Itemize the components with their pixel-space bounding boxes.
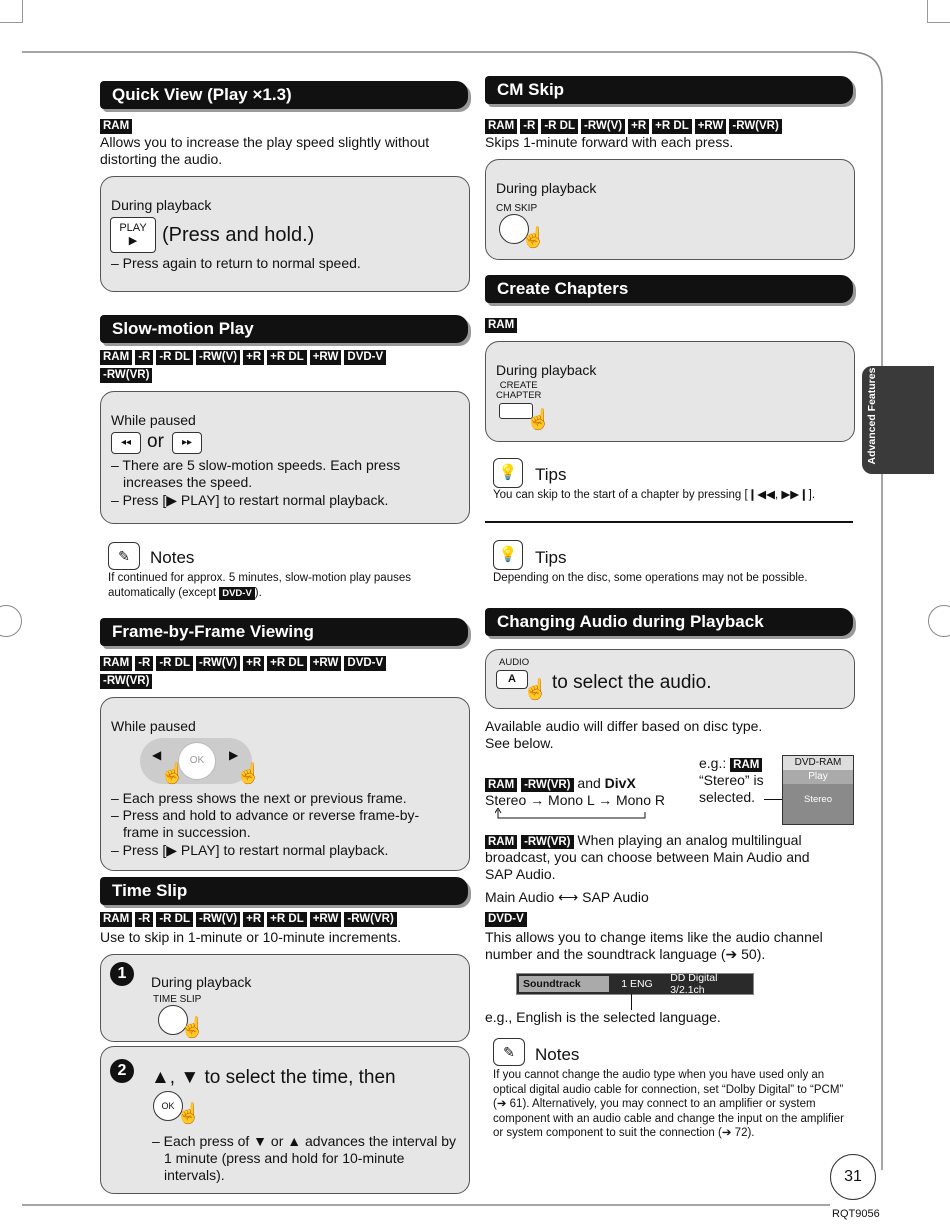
disc-badge: -R xyxy=(520,119,538,134)
disc-badge: RAM xyxy=(100,119,132,134)
disc-badge: -RW(VR) xyxy=(521,778,573,792)
frame-bullet: – Press [▶ PLAY] to restart normal playback. xyxy=(111,842,389,858)
right-arrow-button[interactable]: ▶ xyxy=(229,748,239,762)
and-text: and xyxy=(577,775,601,791)
example-label xyxy=(699,755,762,772)
frame-by-frame-header: Frame-by-Frame Viewing xyxy=(100,618,468,646)
left-arrow-button[interactable]: ◀ xyxy=(152,748,162,762)
time-slip-badges xyxy=(100,912,470,927)
quick-view-box-heading: During playback xyxy=(111,197,212,213)
slow-motion-bullet: – Press [▶ PLAY] to restart normal playback. xyxy=(111,492,389,508)
disc-badge: +R xyxy=(243,656,264,671)
available-audio-text: Available audio will differ based on disc type. xyxy=(485,718,763,734)
disc-badge: -R DL xyxy=(541,119,578,134)
document-code: RQT9056 xyxy=(832,1208,880,1220)
disc-badge: +RW xyxy=(310,912,342,927)
disc-badge: +R DL xyxy=(267,350,307,365)
frame-bullet: – Press and hold to advance or reverse frame-by-frame in succession. xyxy=(111,807,420,840)
slow-reverse-button[interactable]: ◂◂ xyxy=(111,432,141,454)
disc-badge: DVD-V xyxy=(344,350,386,365)
analog-text-body: When playing an analog multilingual broadcast, you can choose between Main Audio and SAP Audio. xyxy=(485,832,810,882)
tips-icon: 💡 xyxy=(493,540,523,570)
english-selected-text: e.g., English is the selected language. xyxy=(485,1009,721,1025)
analog-text xyxy=(485,832,825,883)
hand-icon: ☝ xyxy=(160,763,185,785)
disc-badge: -RW(VR) xyxy=(100,368,152,383)
disc-badge: -RW(V) xyxy=(196,350,240,365)
disc-badge: -R DL xyxy=(156,912,193,927)
time-slip-description: Use to skip in 1-minute or 10-minute increments. xyxy=(100,929,402,945)
soundtrack-value: 1 ENG xyxy=(621,978,653,990)
tips-title: Tips xyxy=(535,548,567,567)
osd-screen xyxy=(782,755,854,825)
slow-motion-bullet: – There are 5 slow-motion speeds. Each press increases the speed. xyxy=(111,457,401,490)
example-prefix: e.g.: xyxy=(699,755,727,771)
disc-badge: -RW(VR) xyxy=(100,674,152,689)
create-chapter-key-label-line2: CHAPTER xyxy=(496,390,542,401)
example-note-line1: “Stereo” is xyxy=(699,772,764,788)
notes-icon: ✎ xyxy=(493,1038,525,1066)
notes-text: If you cannot change the audio type when you have used only an optical digital audio cable for connection, set “Dolby Digital” to “PCM” (➔ 61). Alternatively, you may connect to an amplifier or system component with an audio cable and change the input on the amplifier or system component to suit the connection (➔ 72). xyxy=(493,1069,844,1140)
notes-text-body: If continued for approx. 5 minutes, slow-motion play pauses automatically (except xyxy=(108,572,411,599)
cm-skip-header: CM Skip xyxy=(485,76,853,104)
ram-divx-line xyxy=(485,775,636,792)
disc-badge: +R DL xyxy=(267,656,307,671)
disc-badge: -R DL xyxy=(156,350,193,365)
hand-icon: ☝ xyxy=(526,409,551,431)
create-chapters-header: Create Chapters xyxy=(485,275,853,303)
see-below-text: See below. xyxy=(485,735,554,751)
audio-button[interactable]: A xyxy=(496,670,528,689)
side-tab-label: Advanced Features xyxy=(866,367,878,465)
pointer-line xyxy=(631,994,632,1010)
main-sap-text: Main Audio ⟷ SAP Audio xyxy=(485,889,649,905)
soundtrack-label: Soundtrack xyxy=(519,976,609,992)
page-number: 31 xyxy=(830,1154,876,1200)
time-slip-header: Time Slip xyxy=(100,877,468,905)
disc-badge: RAM xyxy=(100,350,132,365)
disc-badge: -R xyxy=(135,912,153,927)
hand-icon: ☝ xyxy=(236,763,261,785)
osd-screen-play: Play xyxy=(783,770,853,784)
disc-badge: -RW(VR) xyxy=(521,835,573,849)
audio-key-label: AUDIO xyxy=(499,657,530,668)
quick-view-header: Quick View (Play ×1.3) xyxy=(100,81,468,109)
notes-title: Notes xyxy=(535,1045,580,1064)
frame-by-frame-box-heading: While paused xyxy=(111,718,196,734)
disc-badge: RAM xyxy=(485,318,517,333)
disc-badge: +RW xyxy=(695,119,727,134)
disc-badge: -RW(VR) xyxy=(729,119,781,134)
osd-screen-title: DVD-RAM xyxy=(783,756,853,770)
hand-icon: ☝ xyxy=(180,1017,205,1039)
osd-screen-stereo: Stereo xyxy=(804,794,832,805)
dvdv-text: This allows you to change items like the audio channel number and the soundtrack language (➔ 50). xyxy=(485,929,823,962)
cm-skip-badges xyxy=(485,119,865,134)
disc-badge: +RW xyxy=(310,350,342,365)
cycle-return-arrow xyxy=(495,808,655,822)
soundtrack-format: DD Digital 3/2.1ch xyxy=(670,972,718,996)
slow-motion-badges xyxy=(100,350,400,383)
step-number: 2 xyxy=(110,1059,134,1083)
notes-icon: ✎ xyxy=(108,542,140,570)
create-chapter-key-label xyxy=(496,381,541,401)
hand-icon: ☝ xyxy=(523,679,548,701)
hand-icon: ☝ xyxy=(521,227,546,249)
tips-text: You can skip to the start of a chapter by pressing [❙◀◀, ▶▶❙]. xyxy=(493,489,816,501)
quick-view-note: – Press again to return to normal speed. xyxy=(111,255,361,271)
disc-badge: +R DL xyxy=(652,119,692,134)
ok-button[interactable]: OK xyxy=(153,1091,183,1121)
disc-badge: +R DL xyxy=(267,912,307,927)
disc-badge: -R DL xyxy=(156,656,193,671)
disc-badge: RAM xyxy=(100,912,132,927)
quick-view-description: Allows you to increase the play speed slightly without distorting the audio. xyxy=(100,134,430,167)
audio-cycle-text: Stereo → Mono L → Mono R xyxy=(485,792,666,808)
example-note-line2: selected. xyxy=(699,789,756,805)
disc-badge: RAM xyxy=(485,835,517,849)
create-chapter-key-label-line1: CREATE xyxy=(499,380,538,391)
slow-motion-header: Slow-motion Play xyxy=(100,315,468,343)
slow-forward-button[interactable]: ▸▸ xyxy=(172,432,202,454)
cm-skip-box-heading: During playback xyxy=(496,180,597,196)
or-text: or xyxy=(147,431,164,452)
divider xyxy=(485,521,853,523)
notes-text xyxy=(108,571,438,601)
disc-badge: -R xyxy=(135,656,153,671)
slow-motion-box-heading: While paused xyxy=(111,412,196,428)
time-slip-step2-text: ▲, ▼ to select the time, then xyxy=(151,1067,396,1088)
play-button[interactable] xyxy=(110,217,156,253)
frame-bullet: – Each press shows the next or previous frame. xyxy=(111,790,407,806)
disc-badge: RAM xyxy=(730,758,762,772)
tips-title: Tips xyxy=(535,465,567,484)
disc-badge: +R xyxy=(243,350,264,365)
create-chapters-badges xyxy=(485,318,517,333)
divx-text: DivX xyxy=(604,775,636,791)
tips-text: Depending on the disc, some operations may not be possible. xyxy=(493,572,808,584)
disc-badge: DVD-V xyxy=(219,587,255,600)
cm-skip-description: Skips 1-minute forward with each press. xyxy=(485,134,734,150)
play-button-label: PLAY xyxy=(119,222,147,234)
disc-badge: +R xyxy=(628,119,649,134)
time-slip-step1-heading: During playback xyxy=(151,974,252,990)
disc-badge: RAM xyxy=(485,119,517,134)
disc-badge: -R xyxy=(135,350,153,365)
select-audio-text: to select the audio. xyxy=(552,672,712,693)
play-icon: ▶ xyxy=(128,235,138,247)
disc-badge: -RW(V) xyxy=(581,119,625,134)
disc-badge: RAM xyxy=(485,778,517,792)
time-slip-step2-note: – Each press of ▼ or ▲ advances the interval by 1 minute (press and hold for 10-minute intervals). xyxy=(152,1133,456,1183)
hand-icon: ☝ xyxy=(176,1103,201,1125)
disc-badge: -RW(V) xyxy=(196,912,240,927)
disc-badge: -RW(VR) xyxy=(344,912,396,927)
ok-button[interactable]: OK xyxy=(178,742,216,780)
press-and-hold-text: (Press and hold.) xyxy=(162,224,315,246)
quick-view-badges xyxy=(100,119,132,134)
disc-badge: +RW xyxy=(310,656,342,671)
time-slip-key-label: TIME SLIP xyxy=(153,994,202,1005)
tips-icon: 💡 xyxy=(493,458,523,488)
step-number: 1 xyxy=(110,962,134,986)
disc-badge: DVD-V xyxy=(485,912,527,927)
notes-text-tail: ). xyxy=(254,587,262,599)
dvdv-badges xyxy=(485,912,527,927)
frame-by-frame-badges xyxy=(100,656,400,689)
disc-badge: DVD-V xyxy=(344,656,386,671)
cm-skip-key-label: CM SKIP xyxy=(496,203,538,214)
create-chapters-box-heading: During playback xyxy=(496,362,597,378)
disc-badge: +R xyxy=(243,912,264,927)
changing-audio-header: Changing Audio during Playback xyxy=(485,608,853,636)
disc-badge: -RW(V) xyxy=(196,656,240,671)
soundtrack-osd xyxy=(516,973,754,995)
disc-badge: RAM xyxy=(100,656,132,671)
notes-title: Notes xyxy=(150,548,195,567)
